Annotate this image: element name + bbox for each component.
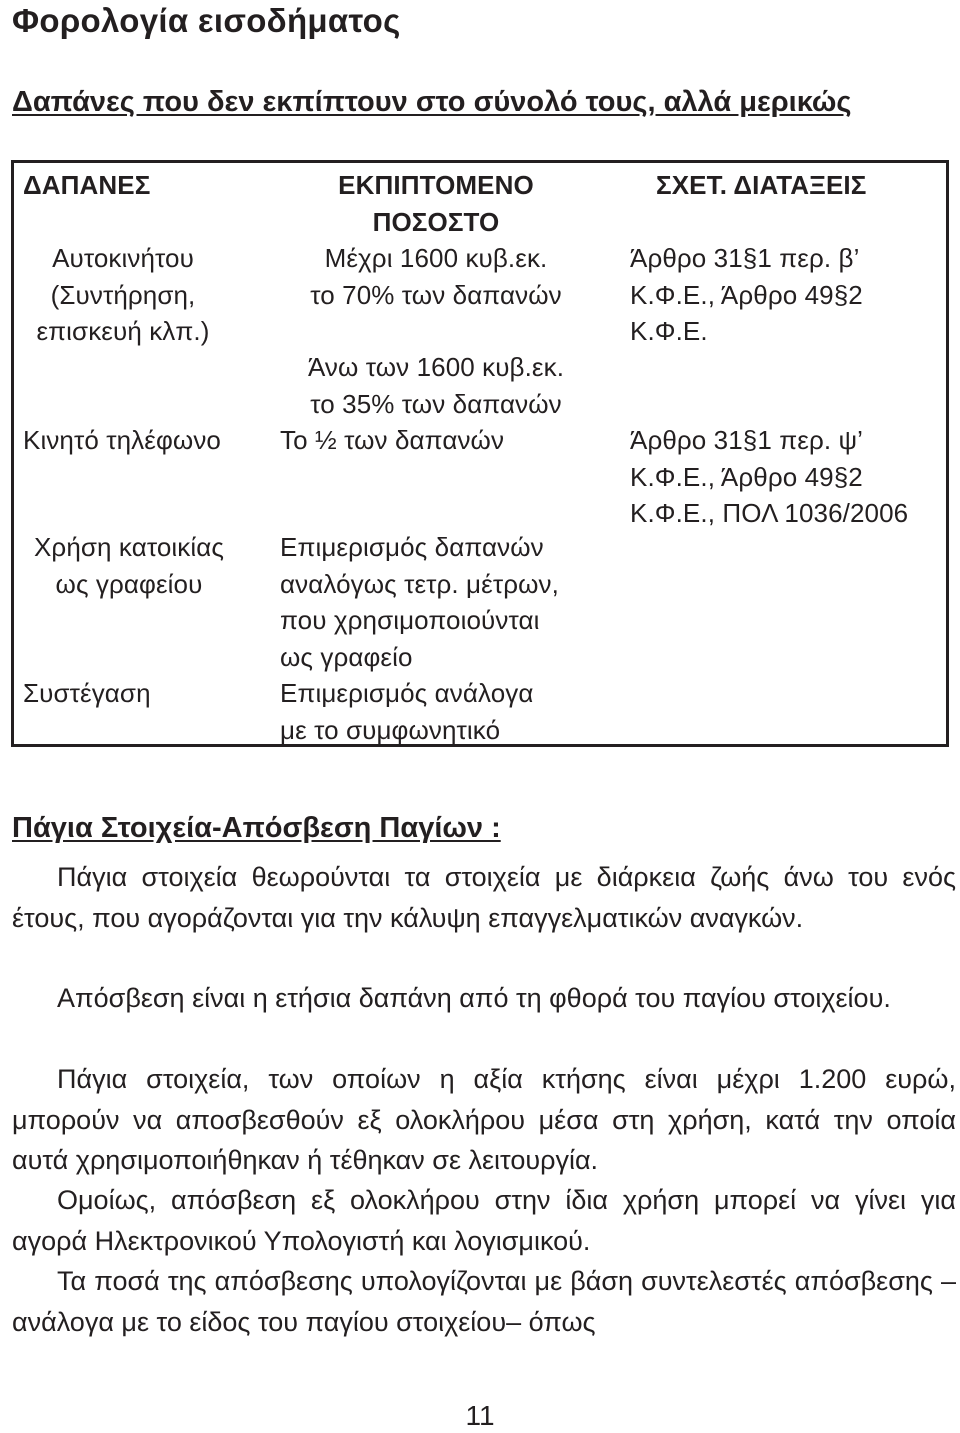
section-heading: Δαπάνες που δεν εκπίπτουν στο σύνολό τους, αλλά μερικώς (12, 86, 852, 118)
table-header-expenses: ΔΑΠΑΝΕΣ (23, 170, 151, 200)
table-row-expense: Αυτοκινήτου (Συντήρηση, επισκευή κλπ.) (36, 243, 210, 346)
table-row-percentage: Επιμερισμός δαπανών αναλόγως τετρ. μέτρων, που χρησιμοποιούνται ως γραφείο (280, 532, 559, 672)
page-title: Φορολογία εισοδήματος (12, 2, 401, 39)
table-row-percentage: Μέχρι 1600 κυβ.εκ. το 70% των δαπανών (310, 243, 562, 310)
table-row-expense: Συστέγαση (23, 678, 151, 708)
fixed-assets-heading: Πάγια Στοιχεία-Απόσβεση Παγίων : (12, 812, 501, 844)
table-row-expense: Κινητό τηλέφωνο (23, 425, 221, 455)
body-paragraph: Πάγια στοιχεία θεωρούνται τα στοιχεία με διάρκεια ζωής άνω του ενός έτους, που αγοράζονται για την κάλυψη επαγγελματικών αναγκών. (12, 862, 956, 933)
table-row-percentage: Επιμερισμός ανάλογα με το συμφωνητικό (280, 678, 534, 745)
table-row-percentage: Άνω των 1600 κυβ.εκ. το 35% των δαπανών (307, 352, 565, 419)
body-paragraph: Απόσβεση είναι η ετήσια δαπάνη από τη φθορά του παγίου στοιχείου. (57, 983, 891, 1013)
table-header-percentage: ΕΚΠΙΠΤΟΜΕΝΟ ΠΟΣΟΣΤΟ (338, 170, 534, 237)
body-paragraph: Τα ποσά της απόσβεσης υπολογίζονται με βάση συντελεστές απόσβεσης –ανάλογα με το είδος του παγίου στοιχείου– όπως (12, 1266, 956, 1337)
table-row-provisions: Άρθρο 31§1 περ. ψ’ Κ.Φ.Ε., Άρθρο 49§2 Κ.Φ.Ε., ΠΟΛ 1036/2006 (630, 425, 909, 528)
table-row-provisions: Άρθρο 31§1 περ. β’ Κ.Φ.Ε., Άρθρο 49§2 Κ.Φ.Ε. (630, 243, 863, 346)
table-header-provisions: ΣΧΕΤ. ΔΙΑΤΑΞΕΙΣ (656, 170, 867, 200)
page-number: 11 (465, 1400, 495, 1431)
table-row-expense: Χρήση κατοικίας ως γραφείου (33, 532, 224, 599)
table-row-percentage: Το ½ των δαπανών (280, 425, 505, 455)
deductions-table (11, 160, 949, 747)
body-paragraph: Πάγια στοιχεία, των οποίων η αξία κτήσης είναι μέχρι 1.200 ευρώ, μπορούν να αποσβεσθούν εξ ολοκλήρου μέσα στη χρήση, κατά την οποία αυτά χρησιμοποιήθηκαν ή τέθηκαν σε λειτουργία. (12, 1064, 956, 1175)
body-paragraph: Ομοίως, απόσβεση εξ ολοκλήρου στην ίδια χρήση μπορεί να γίνει για αγορά Ηλεκτρονικού Υπολογιστή και λογισμικού. (12, 1185, 956, 1256)
